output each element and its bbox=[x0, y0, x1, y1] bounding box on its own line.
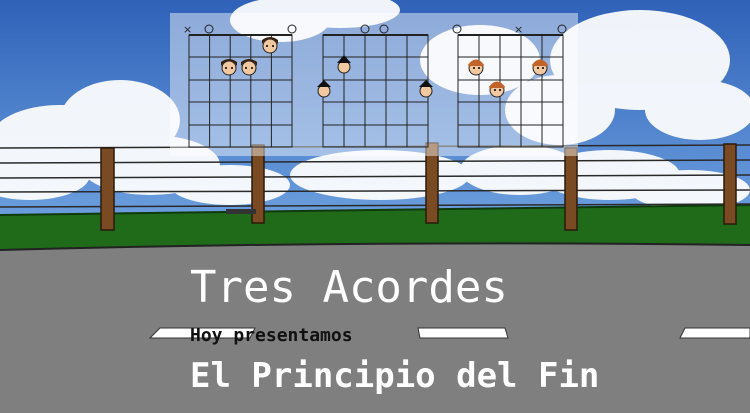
show-subtitle: Hoy presentamos bbox=[190, 325, 353, 346]
face-icon bbox=[490, 83, 504, 97]
face-icon bbox=[469, 61, 483, 75]
face-icon bbox=[533, 61, 547, 75]
face-icon bbox=[221, 59, 237, 75]
road-stripe bbox=[418, 328, 508, 338]
face-icon bbox=[241, 59, 257, 75]
episode-title: El Principio del Fin bbox=[190, 356, 600, 396]
show-title: Tres Acordes bbox=[190, 262, 508, 313]
face-icon bbox=[262, 37, 278, 53]
chord-3-marker-x: × bbox=[514, 23, 524, 36]
road-stripe bbox=[680, 328, 750, 338]
chord-1-marker-x: × bbox=[183, 23, 193, 36]
